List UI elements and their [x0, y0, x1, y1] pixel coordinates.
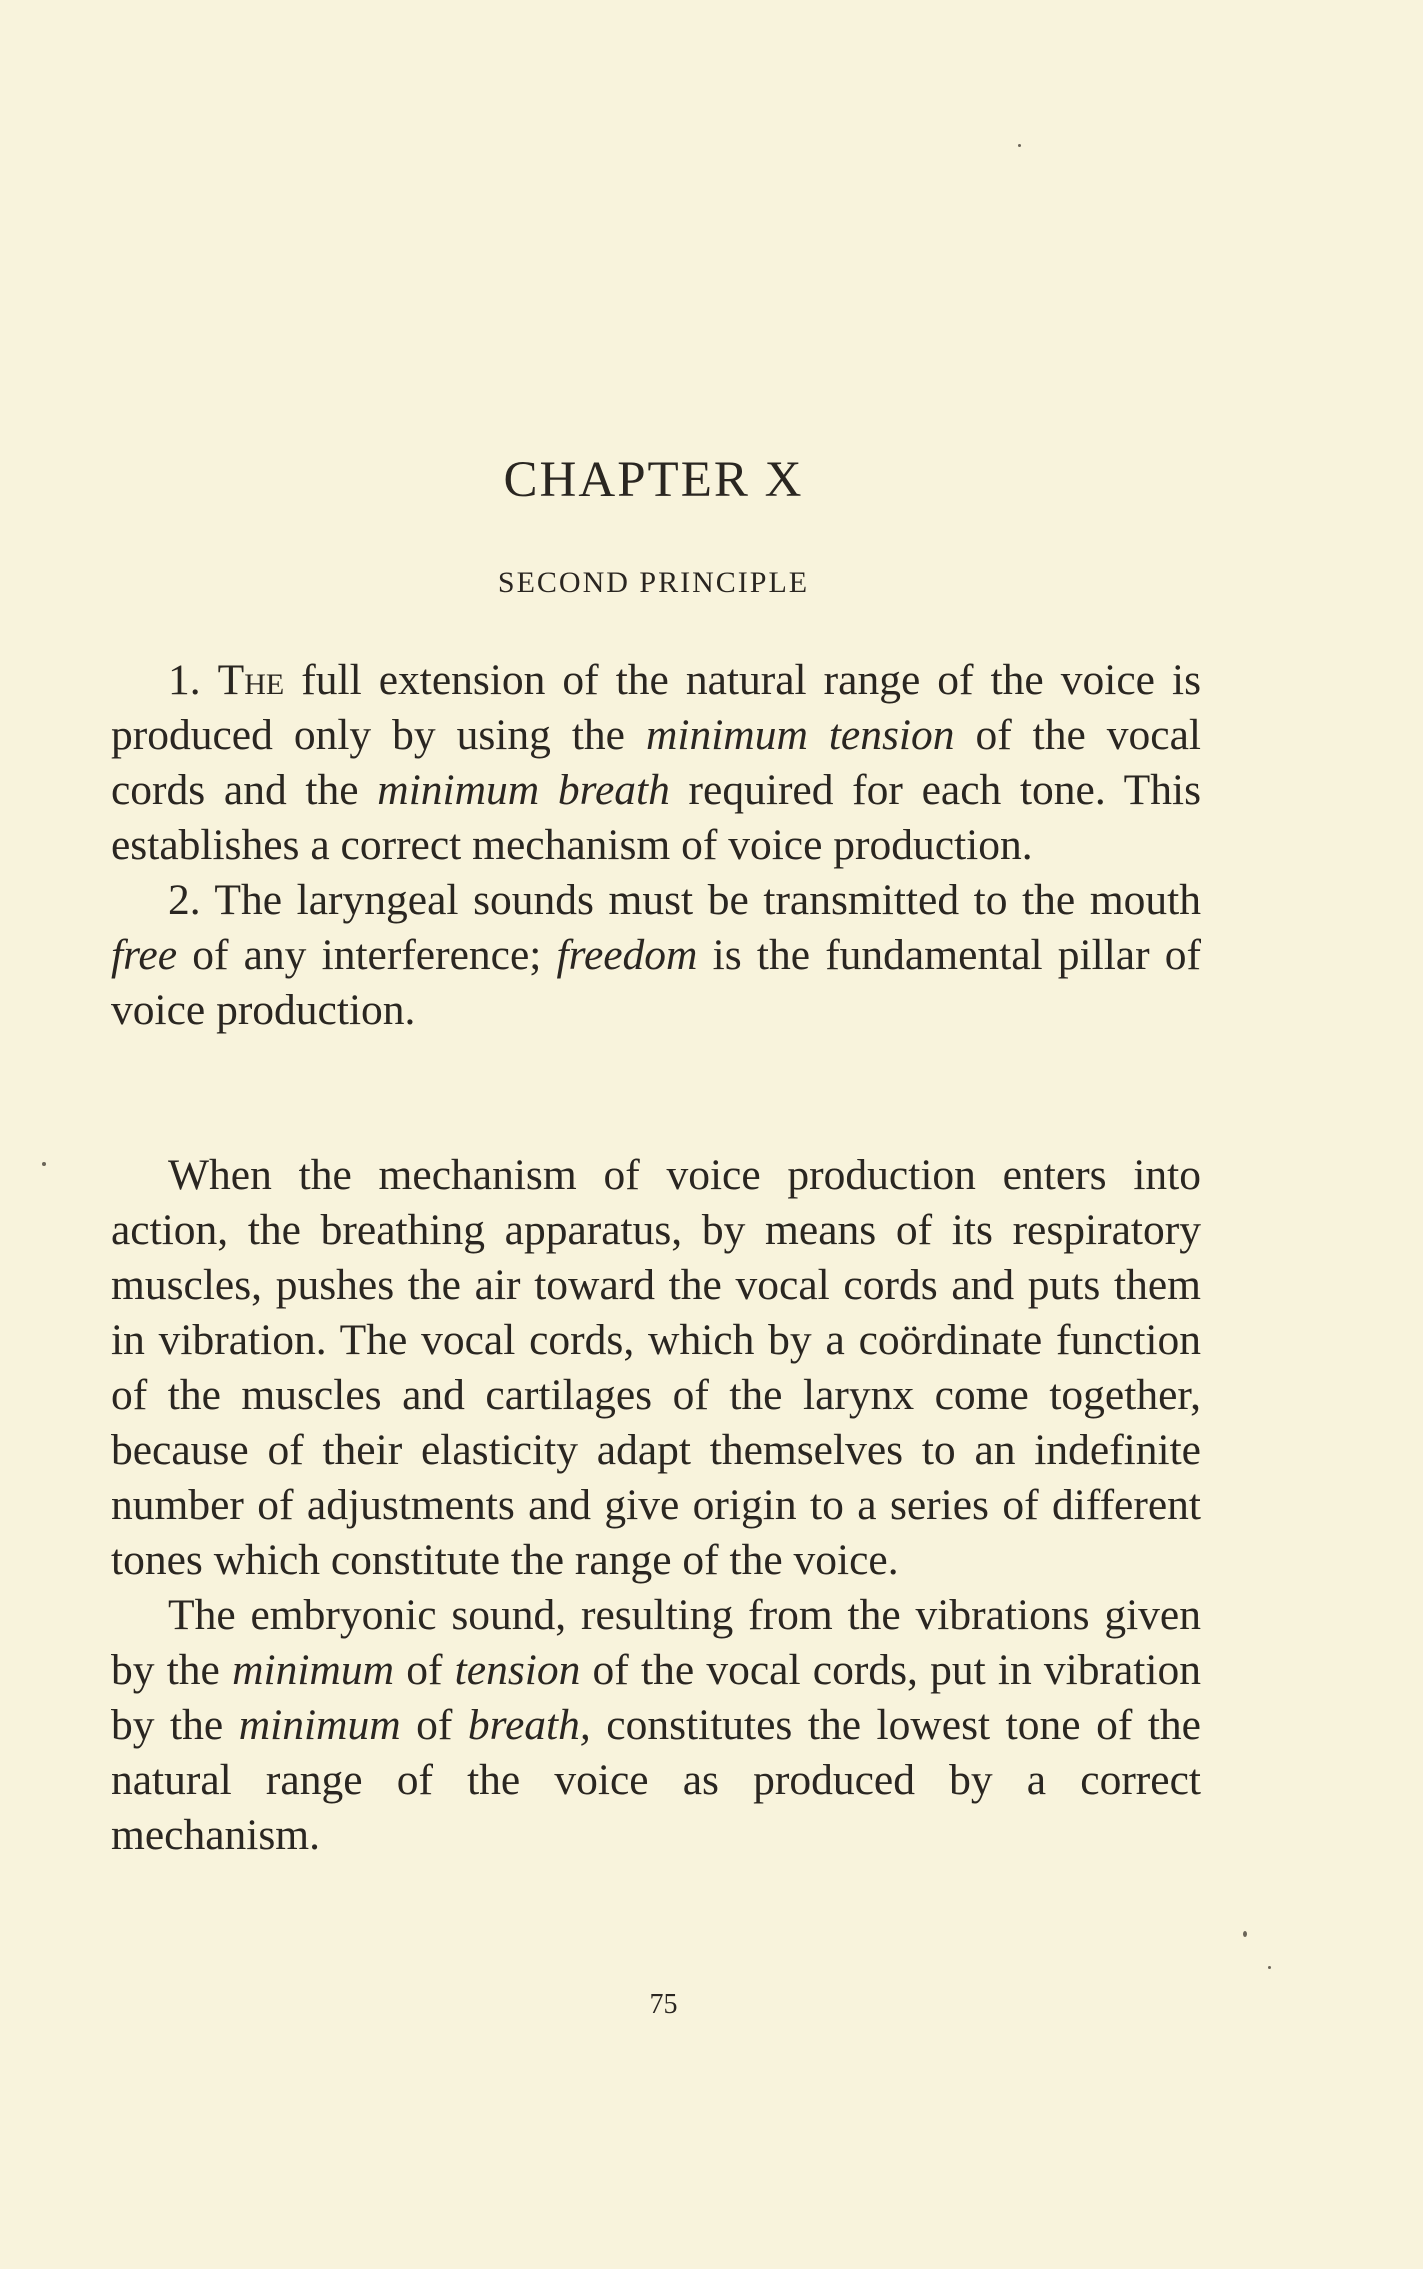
body-paragraph: [111, 1148, 1201, 1588]
emphasized-text: breath,: [467, 1701, 591, 1749]
text-run: full extension of the natural range of the voice is produced only by using the: [111, 656, 1201, 759]
chapter-subtitle: SECOND PRINCIPLE: [497, 566, 810, 599]
text-run: of any interference;: [177, 931, 557, 979]
text-run: of the vocal cords and the: [111, 711, 1201, 814]
text-run: The embryonic sound, resulting from the vibrations given by the: [111, 1591, 1201, 1694]
emphasized-text: minimum: [232, 1646, 394, 1694]
emphasized-text: tension: [454, 1646, 581, 1694]
principles-block: [111, 653, 1201, 1038]
text-run: is the fundamental pillar of voice production.: [111, 931, 1202, 1034]
body-paragraph: [111, 1588, 1201, 1863]
scan-speck: [42, 1162, 46, 1166]
text-run: of the vocal cords, put in vibration by the: [111, 1646, 1201, 1749]
scan-speck: [1018, 144, 1021, 147]
smallcaps-text: The: [217, 656, 285, 704]
principle-paragraph: [111, 653, 1201, 873]
emphasized-text: minimum breath: [377, 766, 670, 814]
text-run: of: [400, 1701, 468, 1749]
emphasized-text: freedom: [556, 931, 698, 979]
chapter-title: CHAPTER X: [503, 452, 804, 508]
text-run: constitutes the lowest tone of the natural range of the voice as produced by a correct mechanism.: [111, 1701, 1201, 1859]
emphasized-text: minimum tension: [645, 711, 955, 759]
text-run: 1.: [168, 656, 218, 704]
emphasized-text: free: [111, 931, 178, 979]
principle-paragraph: [111, 873, 1201, 1038]
scan-speck: [1268, 1966, 1271, 1969]
page-number: 75: [649, 1989, 678, 2020]
text-run: required for each tone. This establishes a correct mechanism of voice production.: [111, 766, 1201, 869]
text-run: of: [394, 1646, 455, 1694]
text-run: 2. The laryngeal sounds must be transmitted to the mouth: [168, 876, 1201, 924]
scan-speck: [1243, 1931, 1247, 1937]
emphasized-text: minimum: [238, 1701, 401, 1749]
text-run: When the mechanism of voice production enters into action, the breathing apparatus, by means of its respiratory muscles, pushes the air toward the vocal cords and puts them in vibration. The vocal cords, which by a coördinate function of the muscles and cartilages of the larynx come together, because of their elasticity adapt themselves to an indefinite number of adjustments and give origin to a series of different tones which constitute the range of the voice.: [111, 1151, 1201, 1584]
body-block: [111, 1148, 1201, 1863]
